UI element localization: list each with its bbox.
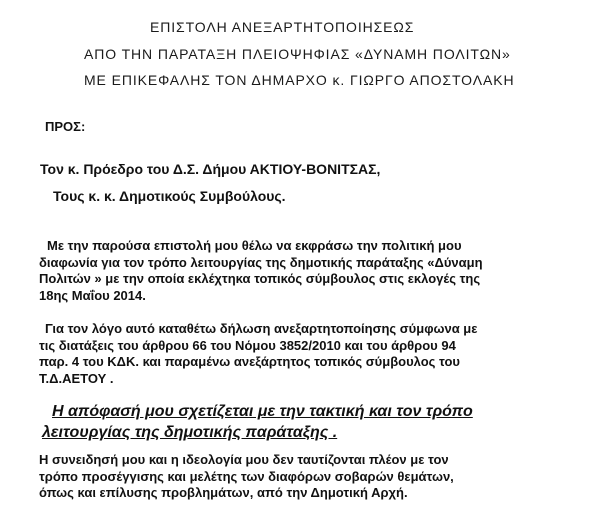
paragraph-line: παρ. 4 του ΚΔΚ. και παραμένω ανεξάρτητος τοπικός σύμβουλος του <box>39 354 460 369</box>
recipient-councillors: Τους κ. κ. Δημοτικούς Συμβούλους. <box>53 188 286 204</box>
paragraph-line: Η συνειδησή μου και η ιδεολογία μου δεν ταυτίζονται πλέον με τον <box>39 452 449 467</box>
paragraph-ideology <box>39 452 579 502</box>
paragraph-line: 18ης Μαΐου 2014. <box>39 287 146 303</box>
highlight-line: Η απόφασή μου σχετίζεται με την τακτική και τον τρόπο <box>52 403 473 420</box>
paragraph-line: Για τον λόγο αυτό καταθέτω δήλωση ανεξαρτητοποίησης σύμφωνα με <box>45 321 478 336</box>
header-faction: ΑΠΟ ΤΗΝ ΠΑΡΑΤΑΞΗ ΠΛΕΙΟΨΗΦΙΑΣ «ΔΥΝΑΜΗ ΠΟΛΙΤΩΝ» <box>84 46 511 62</box>
paragraph-line: τις διατάξεις του άρθρου 66 του Νόμου 3852/2010 και του άρθρου 94 <box>39 337 456 353</box>
header-title: ΕΠΙΣΤΟΛΗ ΑΝΕΞΑΡΤΗΤΟΠΟΙΗΣΕΩΣ <box>150 19 415 35</box>
paragraph-line: Με την παρούσα επιστολή μου θέλω να εκφράσω την πολιτική μου <box>47 238 462 253</box>
paragraph-declaration <box>39 321 579 387</box>
recipient-president: Τον κ. Πρόεδρο του Δ.Σ. Δήμου ΑΚΤΙΟΥ-ΒΟΝΙΤΣΑΣ, <box>40 161 381 177</box>
header-mayor: ΜΕ ΕΠΙΚΕΦΑΛΗΣ ΤΟΝ ΔΗΜΑΡΧΟ κ. ΓΙΩΡΓΟ ΑΠΟΣΤΟΛΑΚΗ <box>84 72 515 88</box>
highlight-line: λειτουργίας της δημοτικής παράταξης . <box>42 424 338 441</box>
paragraph-line: Τ.Δ.ΑΕΤΟΥ . <box>39 370 114 386</box>
paragraph-line: Πολιτών » με την οποία εκλέχτηκα τοπικός σύμβουλος στις εκλογές της <box>39 271 481 286</box>
recipient-label: ΠΡΟΣ: <box>45 119 86 134</box>
highlight-statement <box>42 401 582 443</box>
paragraph-disagreement <box>39 238 579 304</box>
paragraph-line: διαφωνία για τον τρόπο λειτουργίας της δημοτικής παράταξης «Δύναμη <box>39 254 483 270</box>
paragraph-line: τρόπο προσέγγισης και μελέτης των διαφόρων σοβαρών θεμάτων, <box>39 468 454 484</box>
paragraph-line: όπως και επίλυσης προβλημάτων, από την Δημοτική Αρχή. <box>39 485 408 500</box>
